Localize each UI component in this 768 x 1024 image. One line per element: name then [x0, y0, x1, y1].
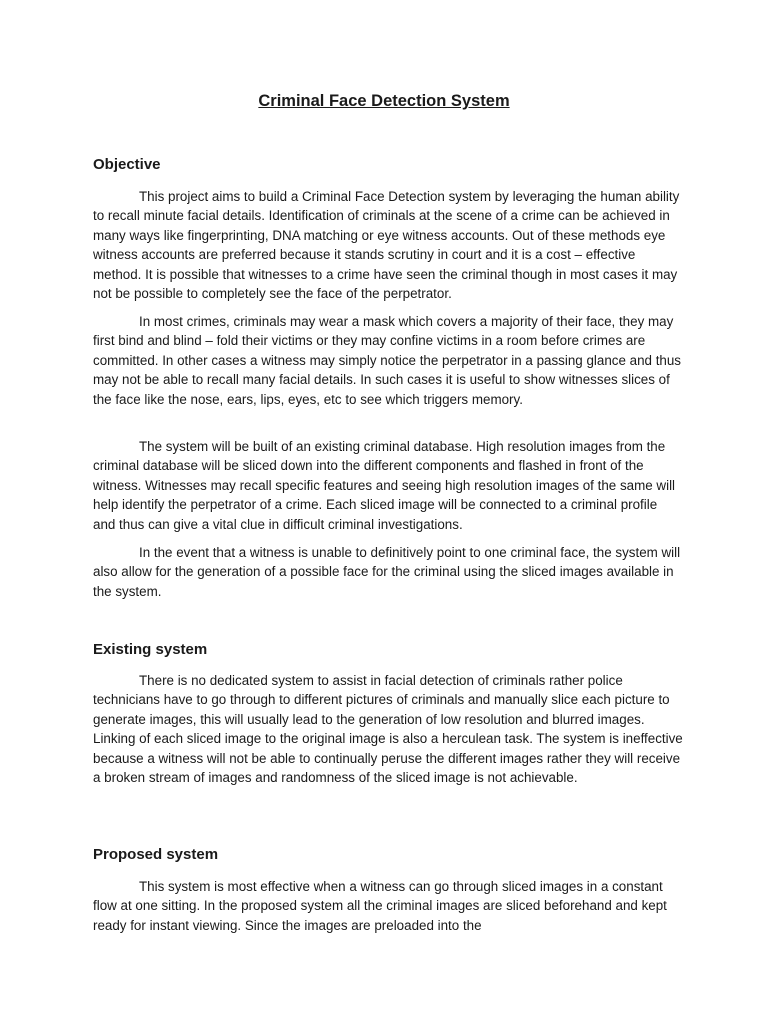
document-title: Criminal Face Detection System [258, 92, 510, 110]
objective-paragraph-3: The system will be built of an existing criminal database. High resolution images from the criminal database will be sliced down into the different components and flashed in front of the witness. Witnesses may recall specific features and seeing high resolution images of the same will help identify the perpetrator of a crime. Each sliced image will be connected to a criminal profile and thus can give a vital clue in difficult criminal investigations. [93, 439, 676, 532]
section-heading-existing-system: Existing system [93, 641, 208, 658]
objective-paragraph-1: This project aims to build a Criminal Face Detection system by leveraging the human ability to recall minute facial details. Identification of criminals at the scene of a crime can be achieved in many ways like fingerprinting, DNA matching or eye witness accounts. Out of these methods eye witness accounts are preferred because it stands scrutiny in court and it is a cost – effective method. It is possible that witnesses to a crime have seen the criminal though in most cases it may not be possible to completely see the face of the perpetrator. [93, 189, 680, 302]
proposed-system-paragraph: This system is most effective when a witness can go through sliced images in a constant flow at one sitting. In the proposed system all the criminal images are sliced beforehand and kept ready for instant viewing. Since the images are preloaded into the [93, 879, 667, 933]
section-heading-proposed-system: Proposed system [93, 846, 219, 863]
section-heading-objective: Objective [93, 156, 161, 173]
existing-system-paragraph: There is no dedicated system to assist in facial detection of criminals rather police technicians have to go through to different pictures of criminals and manually slice each picture to generate images, this will usually lead to the generation of low resolution and blurred images. Linking of each sliced image to the original image is also a herculean task. The system is ineffective because a witness will not be able to continually peruse the different images rather they will receive a broken stream of images and randomness of the sliced image is not achievable. [93, 673, 683, 786]
objective-paragraph-4: In the event that a witness is unable to definitively point to one criminal face, the system will also allow for the generation of a possible face for the criminal using the sliced images available in the system. [93, 545, 681, 599]
objective-paragraph-2: In most crimes, criminals may wear a mask which covers a majority of their face, they may first bind and blind – fold their victims or they may confine victims in a room before crimes are committed. In other cases a witness may simply notice the perpetrator in a passing glance and thus may not be able to recall many facial details. In such cases it is useful to show witnesses slices of the face like the nose, ears, lips, eyes, etc to see which triggers memory. [93, 314, 681, 407]
